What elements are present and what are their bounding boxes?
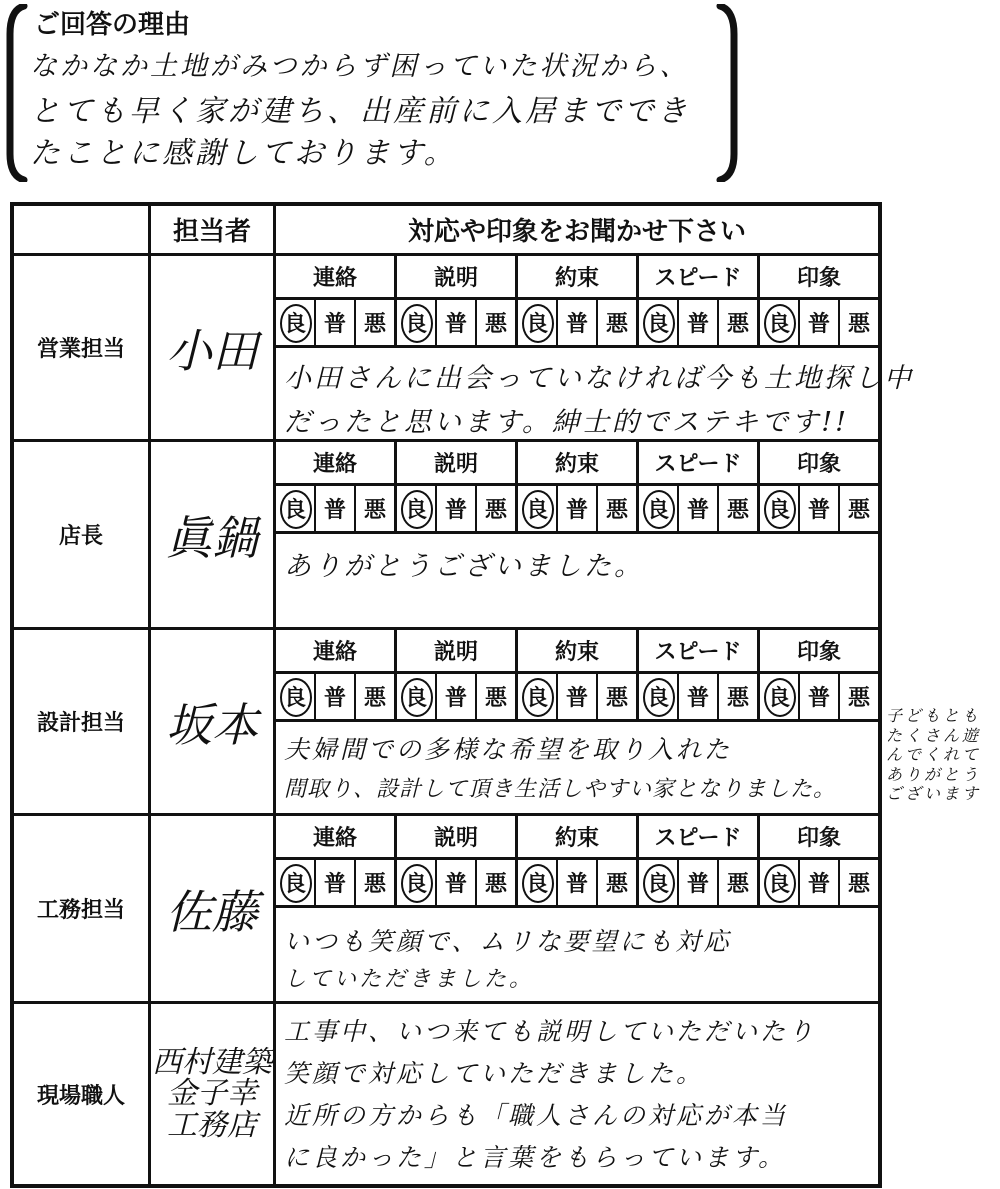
category-label: 印象 — [757, 442, 878, 483]
rating-option-bad: 悪 — [717, 486, 757, 531]
rating-option-good: 良 — [394, 300, 435, 345]
rating-option-good: 良 — [636, 486, 677, 531]
rating-option-good: 良 — [757, 300, 798, 345]
reason-text-line: たことに感謝しております。 — [30, 136, 457, 171]
role-label: 営業担当 — [36, 337, 125, 362]
rating-option-average: 普 — [798, 860, 838, 905]
comment-line: 笑顔で対応していただきました。 — [284, 1059, 705, 1088]
rating-option-bad: 悪 — [717, 300, 757, 345]
rating-option-bad: 悪 — [354, 300, 394, 345]
reason-text-line: なかなか土地がみつからず困っていた状況から、 — [30, 51, 690, 82]
rating-option-bad: 悪 — [475, 860, 515, 905]
category-label: 印象 — [757, 256, 878, 297]
rating-option-good: 良 — [757, 860, 798, 905]
rating-option-bad: 悪 — [475, 674, 515, 719]
rating-row — [276, 486, 878, 534]
reason-title: ご回答の理由 — [34, 10, 191, 40]
rating-option-average: 普 — [798, 486, 838, 531]
margin-note — [886, 706, 1000, 804]
category-label: 連絡 — [312, 826, 357, 851]
rating-option-good: 良 — [515, 486, 556, 531]
rating-option-bad: 悪 — [596, 486, 636, 531]
rating-block — [276, 442, 878, 534]
rating-option-bad: 悪 — [354, 674, 394, 719]
rating-option-average: 普 — [556, 860, 596, 905]
comment-line: 夫婦間での多様な希望を取り入れた — [284, 735, 733, 764]
rating-block — [276, 816, 878, 908]
comment-line: 小田さんに出会っていなければ今も土地探し中 — [284, 363, 914, 394]
person-name: 眞鍋 — [166, 510, 258, 565]
comment-line: 間取り、設計して頂き生活しやすい家となりました。 — [284, 777, 837, 802]
rating-option-bad: 悪 — [838, 486, 878, 531]
rating-option-good: 良 — [757, 674, 798, 719]
comment-line: 近所の方からも「職人さんの対応が本当 — [284, 1101, 789, 1130]
category-label: 印象 — [757, 630, 878, 671]
rating-option-average: 普 — [556, 674, 596, 719]
rating-option-average: 普 — [435, 860, 475, 905]
category-label: 印象 — [757, 816, 878, 857]
rating-option-average: 普 — [435, 674, 475, 719]
category-label: スピード — [636, 630, 757, 671]
category-label: 約束 — [515, 442, 636, 483]
category-label: 連絡 — [312, 266, 357, 291]
role-label: 工務担当 — [36, 898, 125, 923]
margin-note-line: ありがとう — [886, 764, 982, 784]
left-bracket-icon — [6, 4, 28, 182]
rating-option-average: 普 — [556, 300, 596, 345]
rating-option-bad: 悪 — [596, 860, 636, 905]
rating-option-average: 普 — [435, 486, 475, 531]
rating-option-bad: 悪 — [717, 674, 757, 719]
rating-option-average: 普 — [798, 300, 838, 345]
rating-option-bad: 悪 — [354, 860, 394, 905]
person-name — [151, 1004, 273, 1184]
rating-option-average: 普 — [314, 300, 354, 345]
category-label: 約束 — [515, 630, 636, 671]
table-row — [14, 442, 878, 630]
comment-line: 工事中、いつ来ても説明していただいたり — [284, 1017, 817, 1046]
margin-note-line: たくさん遊 — [886, 725, 982, 745]
rating-option-bad: 悪 — [838, 300, 878, 345]
comment-line: ありがとうございました。 — [284, 551, 644, 582]
rating-option-good: 良 — [276, 300, 314, 345]
person-name: 坂本 — [166, 697, 258, 752]
rating-option-good: 良 — [636, 860, 677, 905]
rating-option-average: 普 — [314, 674, 354, 719]
table-row — [14, 630, 878, 816]
category-label: スピード — [636, 442, 757, 483]
person-name: 佐藤 — [166, 884, 258, 939]
category-label: スピード — [636, 256, 757, 297]
person-name: 小田 — [166, 323, 258, 378]
role-label: 設計担当 — [36, 711, 125, 736]
category-label: スピード — [636, 816, 757, 857]
category-row — [276, 442, 878, 486]
reason-text-line: とても早く家が建ち、出産前に入居まででき — [30, 94, 690, 129]
category-row — [276, 816, 878, 860]
category-label: 説明 — [394, 256, 515, 297]
rating-row — [276, 300, 878, 348]
person-name-line: 西村建築 — [152, 1044, 272, 1080]
rating-option-good: 良 — [515, 674, 556, 719]
comment-line: していただきました。 — [284, 967, 535, 992]
rating-option-good: 良 — [757, 486, 798, 531]
rating-option-average: 普 — [314, 860, 354, 905]
rating-option-average: 普 — [677, 674, 717, 719]
rating-option-average: 普 — [677, 860, 717, 905]
rating-option-bad: 悪 — [354, 486, 394, 531]
category-label: 説明 — [394, 630, 515, 671]
rating-block — [276, 256, 878, 348]
category-label: 約束 — [515, 816, 636, 857]
rating-block — [276, 630, 878, 722]
comment-line: だったと思います。紳士的でステキです!! — [284, 407, 849, 438]
rating-option-good: 良 — [394, 486, 435, 531]
evaluation-table — [10, 202, 914, 1188]
rating-option-good: 良 — [276, 860, 314, 905]
category-row — [276, 256, 878, 300]
rating-option-bad: 悪 — [475, 486, 515, 531]
margin-note-line: 子どもとも — [886, 706, 982, 725]
comment-line: いつも笑顔で、ムリな要望にも対応 — [284, 927, 732, 956]
rating-option-bad: 悪 — [596, 300, 636, 345]
rating-option-bad: 悪 — [838, 674, 878, 719]
table-row — [14, 256, 914, 442]
rating-option-bad: 悪 — [475, 300, 515, 345]
rating-option-average: 普 — [435, 300, 475, 345]
margin-note-line: んでくれて — [886, 745, 982, 765]
header-role — [14, 206, 148, 256]
rating-option-good: 良 — [636, 300, 677, 345]
rating-option-good: 良 — [636, 674, 677, 719]
rating-option-average: 普 — [798, 674, 838, 719]
rating-option-average: 普 — [556, 486, 596, 531]
rating-option-bad: 悪 — [838, 860, 878, 905]
right-bracket-icon — [716, 4, 738, 182]
category-row — [276, 630, 878, 674]
person-name-line: 工務店 — [167, 1107, 257, 1143]
category-label: 連絡 — [312, 640, 357, 665]
header-person: 担当者 — [148, 206, 276, 256]
rating-option-good: 良 — [394, 674, 435, 719]
rating-option-average: 普 — [314, 486, 354, 531]
role-label: 現場職人 — [36, 1083, 125, 1109]
rating-option-good: 良 — [276, 674, 314, 719]
rating-option-good: 良 — [394, 860, 435, 905]
category-label: 連絡 — [312, 452, 357, 477]
person-name-line: 金子幸 — [167, 1076, 257, 1112]
rating-row — [276, 674, 878, 722]
table-row — [14, 1004, 878, 1184]
rating-option-good: 良 — [515, 860, 556, 905]
table-row — [14, 816, 878, 1004]
rating-option-average: 普 — [677, 300, 717, 345]
category-label: 説明 — [394, 816, 515, 857]
rating-option-average: 普 — [677, 486, 717, 531]
category-label: 約束 — [515, 256, 636, 297]
rating-option-bad: 悪 — [717, 860, 757, 905]
margin-note-line: ございます — [886, 784, 982, 804]
category-label: 説明 — [394, 442, 515, 483]
reason-section — [0, 0, 740, 182]
role-label: 店長 — [58, 524, 103, 549]
rating-row — [276, 860, 878, 908]
comment-line: に良かった」と言葉をもらっています。 — [284, 1143, 787, 1172]
rating-option-good: 良 — [515, 300, 556, 345]
rating-option-good: 良 — [276, 486, 314, 531]
rating-option-bad: 悪 — [596, 674, 636, 719]
header-feedback: 対応や印象をお聞かせ下さい — [276, 206, 878, 256]
